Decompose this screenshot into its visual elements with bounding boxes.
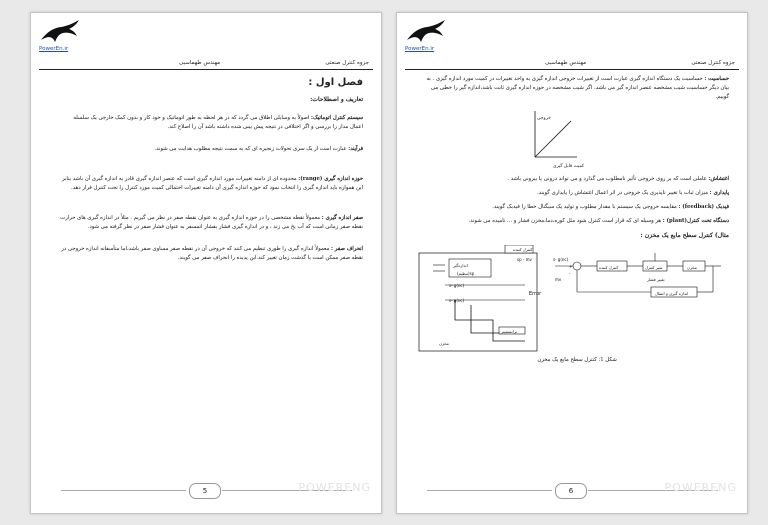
definition: معمولاً نقطه مشخصی را در حوزه اندازه گیری به عنوان نقطه صفر در نظر می گیریم . مثلاً در اندازه گیری های حرارت نقطه صفر زمانی است که آب یخ می زند ، و در اندازه گیری فشار بفشار اتمسفر به عنوان فشار صفر در نظر گرفته می شود. [60, 215, 363, 230]
level-gauge-label: اندازه‌گیر [453, 263, 468, 268]
term: دستگاه تحت کنترل(plant) : [662, 218, 729, 224]
term: پایداری : [709, 190, 729, 196]
term: صفر اندازه گیری : [321, 215, 363, 221]
tank-label: مخزن [439, 341, 449, 346]
page-body [59, 77, 363, 268]
mv-label: mv [555, 277, 562, 282]
figure-caption: شکل 1: کنترل سطح مایع یک مخزن [537, 357, 617, 363]
term: حساسیت : [704, 76, 729, 82]
site-link[interactable]: PowerEn.ir [405, 46, 435, 52]
plus-sign: + [569, 264, 573, 269]
definition: عاملی است که بر روی خروجی تأثیر نامطلوب می گذارد و می تواند درونی یا بیرونی باشد . [507, 176, 707, 182]
definition: هر وسیله ای که قرار است کنترل شود مثل کوره،دما،مخزن فشار و ... نامیده می شوند. [468, 218, 662, 224]
minus-sign: - [569, 271, 571, 276]
term: فرآیند: [348, 146, 363, 152]
page-number: 6 [555, 483, 587, 499]
page-right [396, 12, 748, 514]
paragraph [425, 189, 729, 198]
page-footer [31, 481, 381, 505]
mini-chart-ylabel: خروجی [537, 116, 551, 121]
page-number: 5 [189, 483, 221, 499]
valve-block-label: شیر کنترل [645, 265, 663, 270]
setpoint-left-label: s- g(nc) [553, 257, 569, 262]
paragraph [59, 145, 363, 154]
sp-label: sp(تنظیم) [457, 271, 475, 276]
sp-ginc-mid: s- g(nc) [449, 298, 465, 303]
page-left [30, 12, 382, 514]
paragraph [59, 214, 363, 232]
sensitivity-mini-chart [425, 107, 729, 171]
sp-ginc-top: s- g(nc) [449, 283, 465, 288]
tank-control-diagram [425, 245, 729, 353]
mini-chart-xlabel: کمیت قابل گیری [553, 164, 585, 169]
sp-mv-label: sp - mv [517, 257, 532, 262]
paragraph [425, 217, 729, 226]
definition: مقایسه خروجی یک سیستم با مقدار مطلوب و تولید یک سیگنال خطا را فیدبک گویند. [492, 204, 677, 210]
term: اغتشاش: [708, 176, 729, 182]
page-header [39, 53, 373, 70]
term: فیدبک (feedback) : [678, 204, 729, 210]
chapter-title: فصل اول : [308, 77, 363, 88]
header-title: جزوه کنترل صنعتی [691, 60, 735, 66]
paragraph [59, 114, 363, 132]
header-title: جزوه کنترل صنعتی [325, 60, 369, 66]
controller-block-label: کنترل کننده [599, 265, 619, 270]
section-subtitle: تعاریف و اصطلاحات: [310, 96, 363, 103]
paragraph [425, 203, 729, 212]
controller-box-label: کنترل کننده [513, 247, 533, 252]
header-author: مهندس طهماسبی [179, 60, 221, 66]
definition: اصولاً به وسایلی اطلاق می گردد که در هر لحظه به طور اتوماتیک و خود کار و بدون کمک خارجی یک سلسله اعمال مدار را بررسی و اگر اختلافی در نتیجه پیش بینی شده داشته باشد آن را اصلاح کند. [73, 115, 363, 130]
term: حوزه اندازه گیری (range): [298, 176, 363, 182]
site-link[interactable]: PowerEn.ir [39, 46, 69, 52]
transmitter-label: ترانسمیتر [501, 329, 518, 334]
definition: میزان ثبات یا تغییر ناپذیری یک خروجی در اثر اعمال اغتشاش را پایداری گویند. [536, 190, 708, 196]
term: سیستم کنترل اتوماتیک: [311, 115, 363, 121]
horse-logo-icon [405, 18, 449, 46]
tank-block-label: مخزن [687, 265, 697, 270]
example-title: مثال) کنترل سطح مایع یک مخزن : [640, 232, 729, 239]
definition: عبارت است از یک سری تحولات زنجیره ای که به سمت نتیجه مطلوب هدایت می شوند. [154, 146, 347, 152]
term: انحراف صفر : [331, 246, 363, 252]
disturbance-label: تغییر فشار [647, 277, 665, 282]
paragraph [425, 75, 729, 102]
paragraph [59, 245, 363, 263]
horse-logo-icon [39, 18, 83, 46]
definition: محدوده ای از دامنه تغییرات مورد اندازه گیری است که عنصر اندازه گیری قادر به اندازه گیری آن باشد بنابر این همواره باید اندازه گیری را انتخاب نمود که حوزه اندازه گیری آن دامنه تغییرات احتمالی کمیت مورد کنترل را تحت کنترل قرار دهد. [61, 176, 363, 191]
measure-block-label: اندازه گیری و انتقال [655, 291, 689, 296]
page-footer [397, 481, 747, 505]
paragraph [59, 175, 363, 193]
page-header [405, 53, 739, 70]
watermark: POWERENG [664, 481, 737, 494]
definition: معمولاً اندازه گیری را طوری تنظیم می کنند که خروجی آن در نقطه صفر مساوی صفر باشد،اما متأسفانه اندازه خروجی در نقطه صفر ممکن است با گذشت زمان تغییر کند.این پدیده را انحراف صفر می گویند. [61, 246, 363, 261]
summing-junction [573, 262, 581, 270]
watermark: POWERENG [298, 481, 371, 494]
header-author: مهندس طهماسبی [545, 60, 587, 66]
paragraph [425, 175, 729, 184]
definition: حساسیت یک دستگاه اندازه گیری عبارت است از تغییرات خروجی اندازه گیری به واحد تغییرات در کمیت مورد اندازه گیری . به بیان دیگر حساسیت شیب مشخصه عنصر اندازه گیر می باشد. اگر شیب مشخصه در حوزه اندازه گیری ثابت باشد،اندازه گیر را خطی می گوییم. [426, 76, 729, 100]
page-body [425, 75, 729, 365]
error-label: Error [529, 291, 542, 297]
